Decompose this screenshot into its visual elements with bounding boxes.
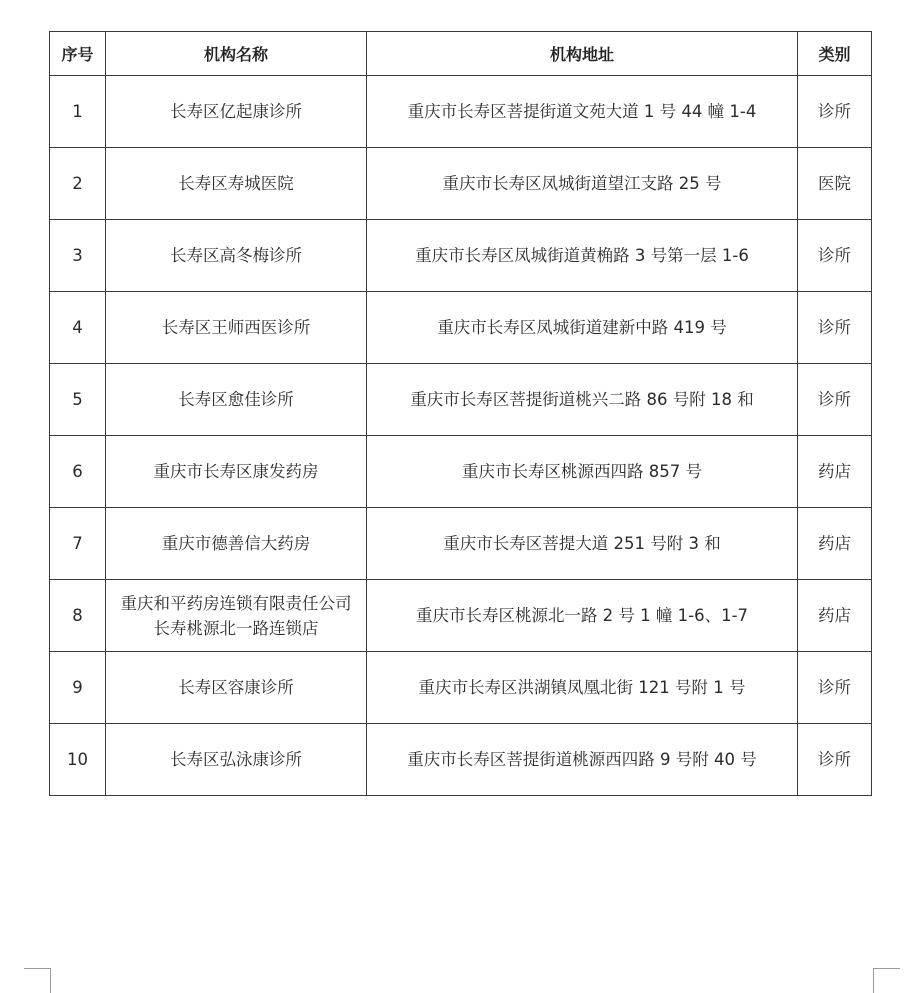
cell-name-line: 长寿区王师西医诊所	[161, 318, 311, 337]
cell-address: 重庆市长寿区菩提街道桃兴二路 86 号附 18 和	[367, 364, 798, 436]
cell-index: 10	[50, 724, 106, 796]
cell-name-line: 长寿区亿起康诊所	[170, 102, 302, 121]
page-corner-mark-right	[873, 968, 900, 993]
cell-index: 3	[50, 220, 106, 292]
cell-name-line: 重庆市德善信大药房	[161, 534, 311, 553]
table-header-row	[50, 32, 872, 76]
cell-name	[106, 148, 367, 220]
cell-name	[106, 508, 367, 580]
cell-category: 药店	[798, 436, 872, 508]
cell-index: 9	[50, 652, 106, 724]
cell-address: 重庆市长寿区桃源西四路 857 号	[367, 436, 798, 508]
table-row	[50, 220, 872, 292]
cell-index: 4	[50, 292, 106, 364]
table-row	[50, 436, 872, 508]
cell-name	[106, 364, 367, 436]
cell-category: 诊所	[798, 76, 872, 148]
cell-name-line: 长寿区高冬梅诊所	[170, 246, 302, 265]
table-row	[50, 364, 872, 436]
cell-name-line: 长寿区寿城医院	[178, 174, 294, 193]
cell-index: 8	[50, 580, 106, 652]
header-name: 机构名称	[106, 32, 367, 76]
cell-address: 重庆市长寿区凤城街道黄桷路 3 号第一层 1-6	[367, 220, 798, 292]
institution-table	[49, 31, 872, 796]
cell-name-line: 重庆市长寿区康发药房	[153, 462, 319, 481]
cell-name-line: 长寿区容康诊所	[178, 678, 294, 697]
cell-category: 诊所	[798, 724, 872, 796]
table-row	[50, 652, 872, 724]
cell-category: 诊所	[798, 652, 872, 724]
table-row	[50, 292, 872, 364]
cell-name	[106, 652, 367, 724]
cell-address: 重庆市长寿区菩提街道桃源西四路 9 号附 40 号	[367, 724, 798, 796]
cell-name	[106, 436, 367, 508]
cell-category: 药店	[798, 508, 872, 580]
cell-address: 重庆市长寿区菩提街道文苑大道 1 号 44 幢 1-4	[367, 76, 798, 148]
cell-name	[106, 724, 367, 796]
cell-name	[106, 292, 367, 364]
cell-index: 7	[50, 508, 106, 580]
table-row	[50, 508, 872, 580]
cell-name	[106, 220, 367, 292]
cell-category: 诊所	[798, 220, 872, 292]
cell-name-line: 重庆和平药房连锁有限责任公司	[120, 593, 352, 613]
table-row	[50, 148, 872, 220]
cell-address: 重庆市长寿区菩提大道 251 号附 3 和	[367, 508, 798, 580]
cell-category: 药店	[798, 580, 872, 652]
cell-address: 重庆市长寿区洪湖镇凤凰北街 121 号附 1 号	[367, 652, 798, 724]
cell-address: 重庆市长寿区桃源北一路 2 号 1 幢 1-6、1-7	[367, 580, 798, 652]
cell-name	[106, 76, 367, 148]
header-index: 序号	[50, 32, 106, 76]
cell-index: 5	[50, 364, 106, 436]
table-row	[50, 580, 872, 652]
cell-address: 重庆市长寿区凤城街道望江支路 25 号	[367, 148, 798, 220]
cell-name-line: 长寿桃源北一路连锁店	[153, 618, 319, 638]
cell-address: 重庆市长寿区凤城街道建新中路 419 号	[367, 292, 798, 364]
cell-name-line: 长寿区愈佳诊所	[178, 390, 294, 409]
cell-name-line: 长寿区弘泳康诊所	[170, 750, 302, 769]
cell-category: 诊所	[798, 364, 872, 436]
page-corner-mark-left	[24, 968, 51, 993]
header-address: 机构地址	[367, 32, 798, 76]
table-body	[50, 76, 872, 796]
cell-category: 诊所	[798, 292, 872, 364]
cell-index: 1	[50, 76, 106, 148]
table-row	[50, 76, 872, 148]
header-category: 类别	[798, 32, 872, 76]
cell-index: 2	[50, 148, 106, 220]
table-row	[50, 724, 872, 796]
cell-index: 6	[50, 436, 106, 508]
cell-name	[106, 580, 367, 652]
cell-category: 医院	[798, 148, 872, 220]
